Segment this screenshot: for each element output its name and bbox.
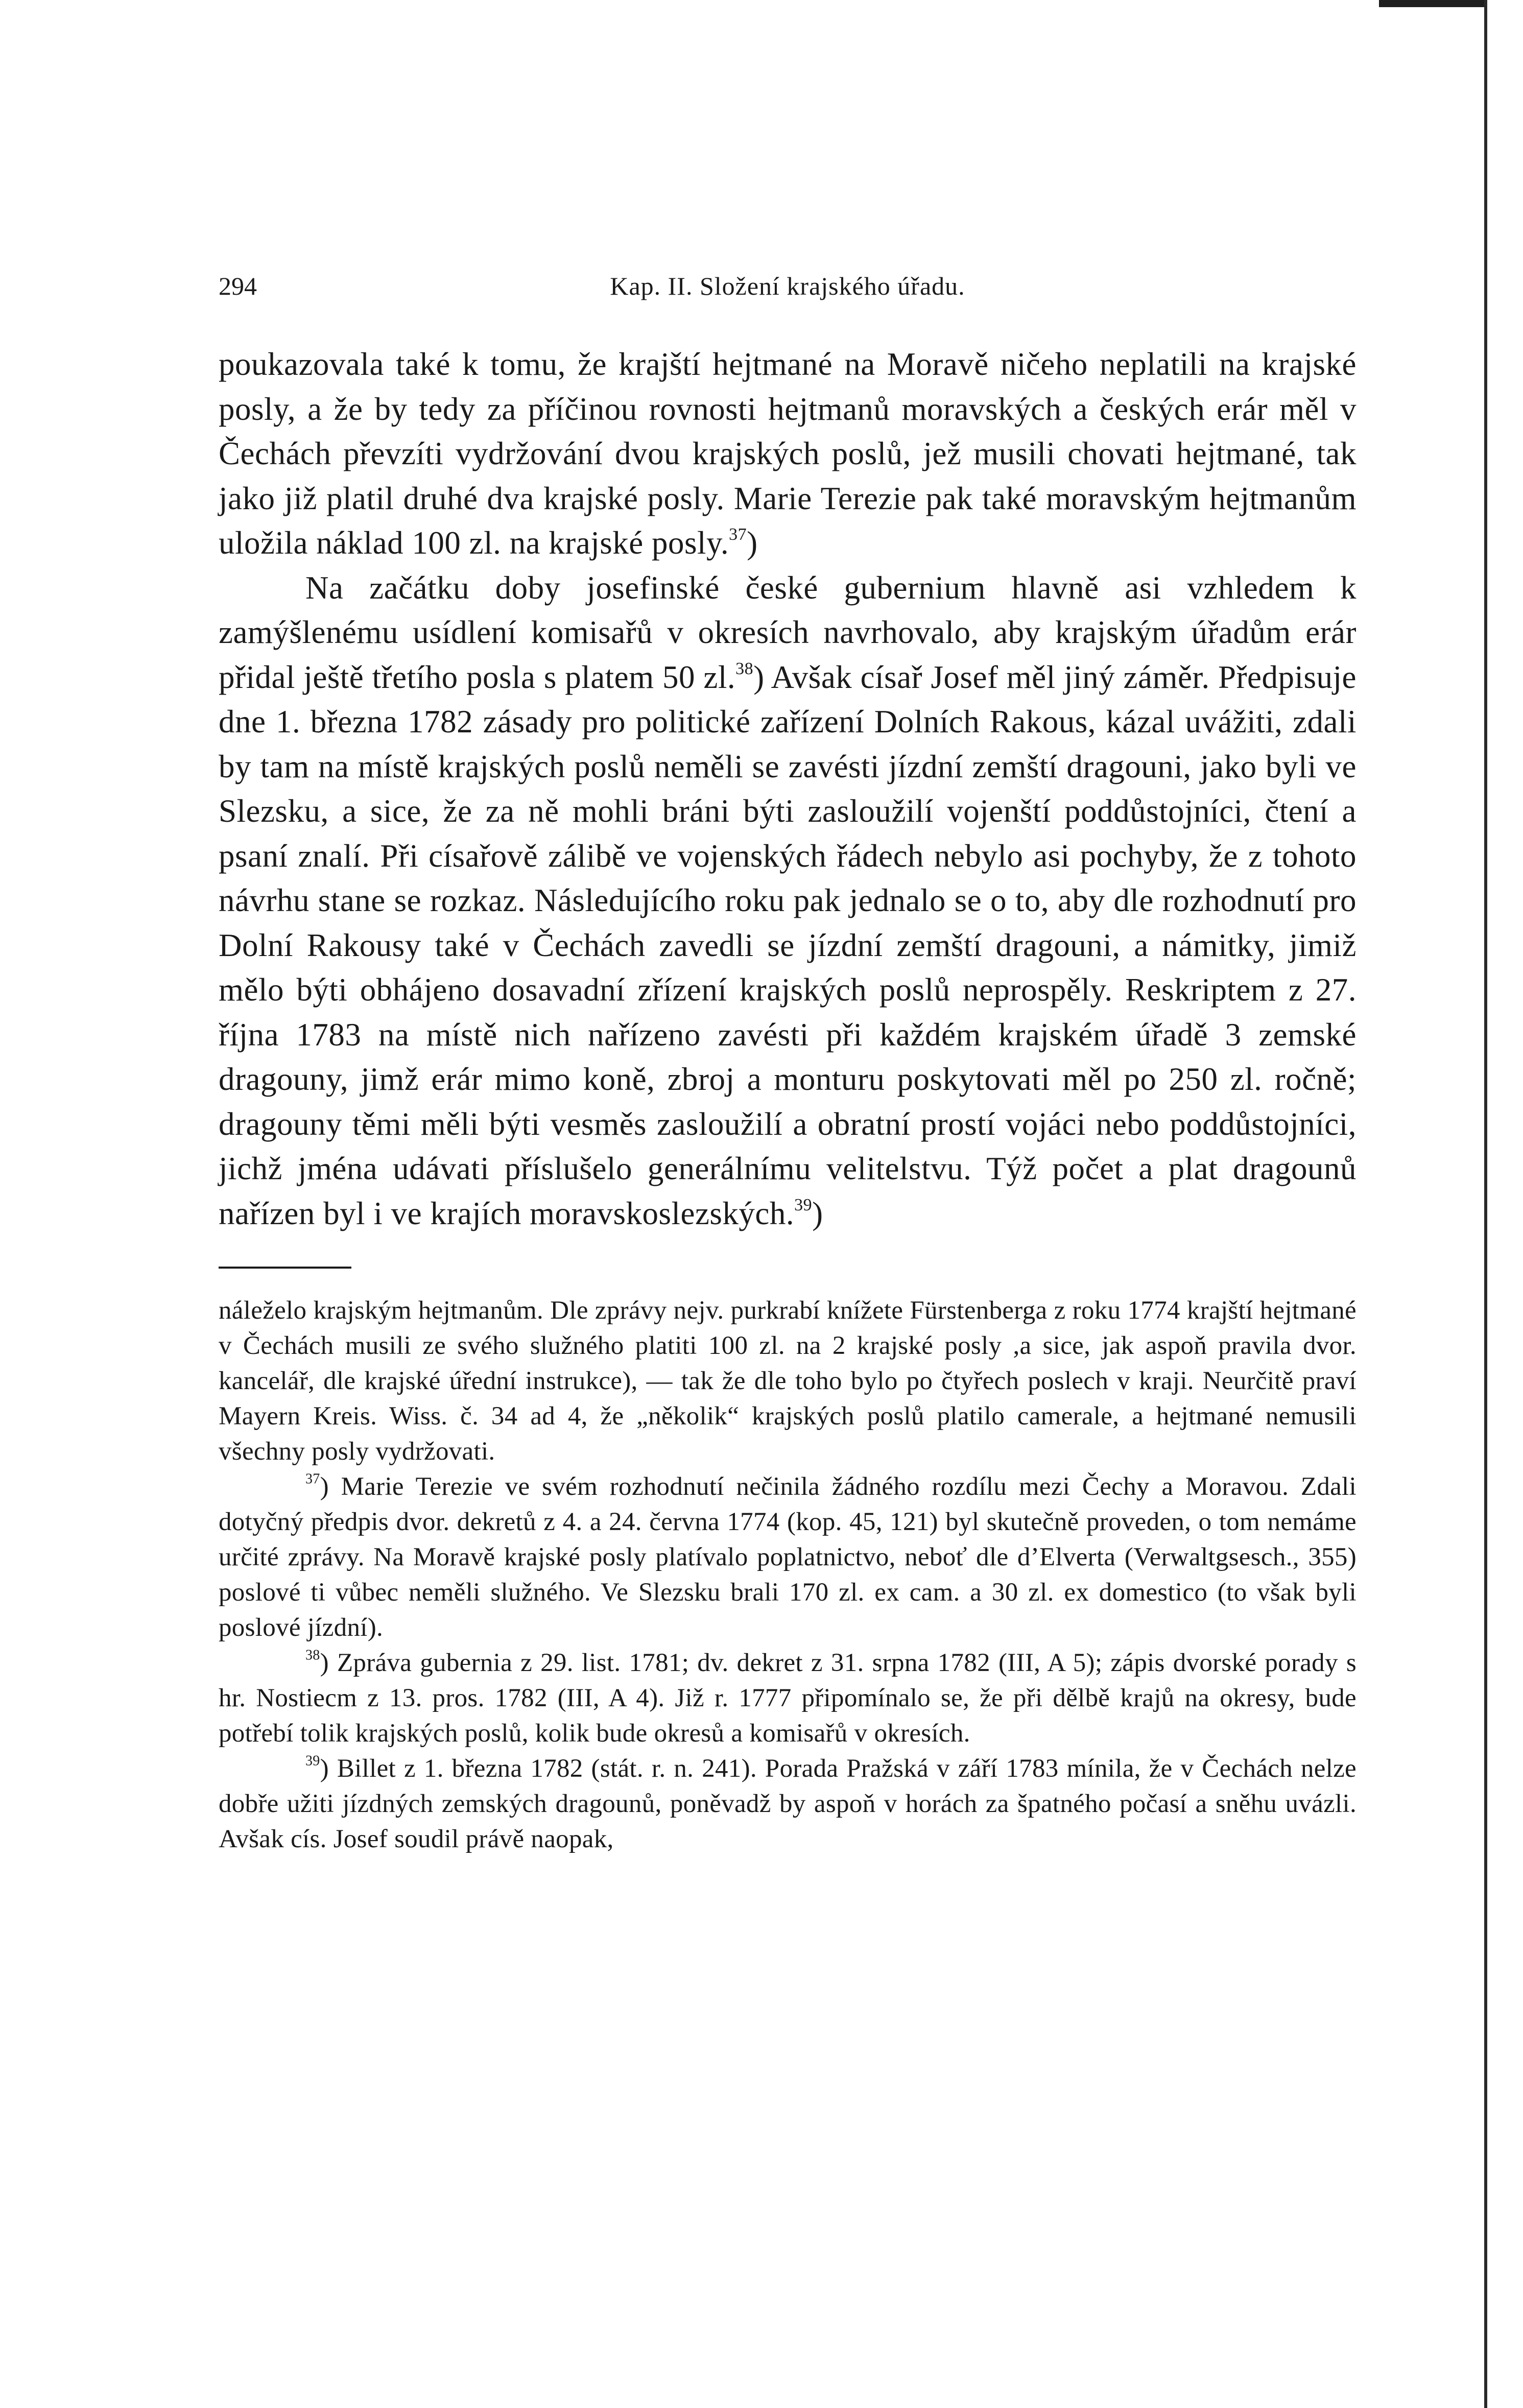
paragraph-1-text: poukazovala také k tomu, že krajští hejtmané na Moravě ničeho neplatili na krajské posly, a že by tedy za příčinou rovnosti hejtmanů moravských a českých erár měl v Čechách převzíti vydržování dvou krajských poslů, jež musili chovati hejtmané, tak jako již platil druhé dva krajské posly. Marie Terezie pak také moravským hejtmanům uložila náklad 100 zl. na krajské posly. — [219, 346, 1357, 561]
footnote-38-mark: 38 — [305, 1647, 320, 1663]
footnote-38-text: ) Zpráva gubernia z 29. list. 1781; dv. dekret z 31. srpna 1782 (III, A 5); zápis dvorské porady s hr. Nostiecm z 13. pros. 1782 (III, A 4). Již r. 1777 připomínalo se, že při dělbě krajů na okresy, bude potřebí tolik krajských poslů, kolik bude okresů a komisařů v okresích. — [219, 1649, 1357, 1748]
footnote-continuation: náleželo krajským hejtmanům. Dle zprávy nejv. purkrabí knížete Fürstenberga z roku 1774 krajští hejtmané v Čechách musili ze svého služného platiti 100 zl. na 2 krajské posly ,a sice, jak aspoň pravila dvor. kancelář, dle krajské úřední instrukce), — tak že dle toho bylo po čtyřech poslech v kraji. Neurčitě praví Mayern Kreis. Wiss. č. 34 ad 4, že „několik“ krajských poslů platilo camerale, a hejtmané nemusili všechny posly vydržovati. — [219, 1296, 1357, 1466]
paragraph-1-close: ) — [747, 525, 758, 561]
scan-edge-right — [1484, 0, 1523, 2408]
paragraph-2-part2: ) Avšak císař Josef měl jiný záměr. Předpisuje dne 1. března 1782 zásady pro politické zařízení Dolních Rakous, kázal uvážiti, zdali by tam na místě krajských poslů neměli se zavésti jízdní zemští dragouni, jako byli ve Slezsku, a sice, že za ně mohli bráni býti zasloužilí vojenští poddůstojníci, čtení a psaní znalí. Při císařově zálibě ve vojenských řádech nebylo asi pochyby, že z tohoto návrhu stane se rozkaz. Následujícího roku pak jednalo se o to, aby dle rozhodnutí pro Dolní Rakousy také v Čechách zavedli se jízdní zemští dragouni, a námitky, jimiž mělo býti obhájeno dosavadní zřízení krajských poslů neprospěly. Reskriptem z 27. října 1783 na místě nich nařízeno zavésti při každém krajském úřadě 3 zemské dragouny, jimž erár mimo koně, zbroj a monturu poskytovati měl po 250 zl. ročně; dragouny těmi měli býti vesměs zasloužilí a obratní prostí vojáci nebo poddůstojníci, jichž jména udávati příslušelo generálnímu velitelstvu. Týž počet a plat dragounů nařízen byl i ve krajích moravskoslezských. — [219, 659, 1357, 1231]
footnote-ref-37: 37 — [729, 524, 747, 544]
paragraph-2 — [219, 566, 1357, 1236]
paragraph-2-part1: Na začátku doby josefinské české gubernium hlavně asi vzhledem k zamýšlenému usídlení komisařů v okresích navrhovalo, aby krajským úřadům erár přidal ještě třetího posla s platem 50 zl. — [219, 569, 1357, 695]
main-text — [219, 342, 1357, 1236]
footnote-37 — [219, 1469, 1357, 1646]
book-page — [219, 266, 1357, 1857]
footnote-38 — [219, 1646, 1357, 1751]
footnote-37-text: ) Marie Terezie ve svém rozhodnutí nečinila žádného rozdílu mezi Čechy a Moravou. Zdali dotyčný předpis dvor. dekretů z 4. a 24. června 1774 (kop. 45, 121) byl skutečně proveden, o tom nemáme určité zprávy. Na Moravě krajské posly platívalo poplatnictvo, neboť dle d’Elverta (Verwaltgsesch., 355) poslové ti vůbec neměli služného. Ve Slezsku brali 170 zl. ex cam. a 30 zl. ex domestico (to však byli poslové jízdní). — [219, 1472, 1357, 1642]
footnotes — [219, 1293, 1357, 1857]
footnote-divider — [219, 1267, 351, 1269]
running-title: Kap. II. Složení krajského úřadu. — [610, 272, 965, 300]
footnote-37-mark: 37 — [305, 1471, 320, 1487]
footnote-39-text: ) Billet z 1. března 1782 (stát. r. n. 241). Porada Pražská v září 1783 mínila, že v Čechách nelze dobře užiti jízdných zemských dragounů, poněvadž by aspoň v horách za špatného počasí a sněhu uvázli. Avšak cís. Josef soudil právě naopak, — [219, 1754, 1357, 1853]
footnote-39 — [219, 1751, 1357, 1857]
paragraph-1 — [219, 342, 1357, 566]
footnote-ref-38: 38 — [735, 659, 754, 678]
running-header — [219, 266, 1357, 306]
page-number: 294 — [219, 272, 257, 300]
paragraph-2-close: ) — [812, 1195, 823, 1231]
footnote-ref-39: 39 — [794, 1195, 813, 1214]
footnote-39-mark: 39 — [305, 1753, 320, 1769]
